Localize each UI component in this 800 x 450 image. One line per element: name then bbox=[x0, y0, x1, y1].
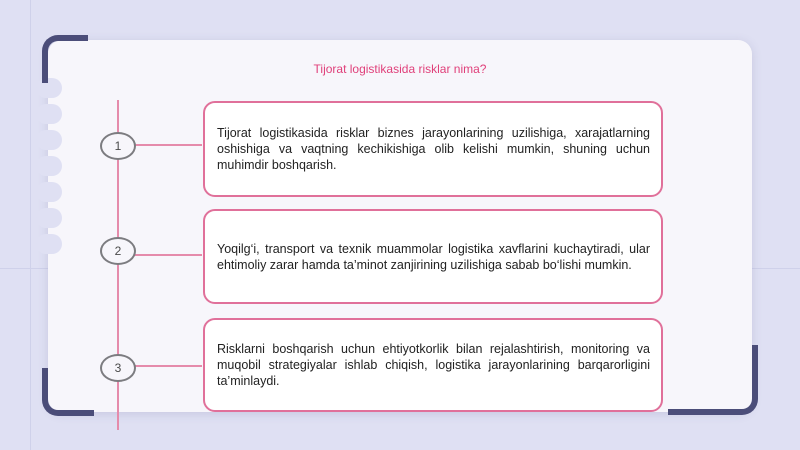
card-notch bbox=[36, 130, 62, 150]
step-number-3: 3 bbox=[100, 354, 136, 382]
info-box-text: Risklarni boshqarish uchun ehtiyotkorlik bilan rejalashtirish, monitoring va muqobil strategiyalar ishlab chiqish, logistika jarayonlarining barqarorligini ta’minlaydi. bbox=[217, 342, 650, 388]
card-notch bbox=[36, 182, 62, 202]
card-notch bbox=[36, 156, 62, 176]
info-box-3 bbox=[203, 318, 663, 412]
step-number-2: 2 bbox=[100, 237, 136, 265]
info-box-2 bbox=[203, 209, 663, 304]
timeline-connector bbox=[134, 254, 202, 256]
timeline-connector bbox=[134, 365, 202, 367]
corner-bracket-bottom-left bbox=[42, 368, 94, 416]
card-notch bbox=[36, 104, 62, 124]
corner-bracket-bottom-right bbox=[668, 345, 758, 415]
step-number-1: 1 bbox=[100, 132, 136, 160]
info-box-text: Yoqilg‘i, transport va texnik muammolar logistika xavflarini kuchaytiradi, ular ehtimoliy zarar hamda ta’minot zanjirining uzilishiga sabab bo‘lishi mumkin. bbox=[217, 241, 650, 272]
slide-title: Tijorat logistikasida risklar nima? bbox=[313, 62, 487, 76]
timeline-connector bbox=[134, 144, 202, 146]
card-notch bbox=[36, 208, 62, 228]
card-notch bbox=[36, 234, 62, 254]
info-box-text: Tijorat logistikasida risklar biznes jarayonlarining uzilishiga, xarajatlarning oshishiga va vaqtning kechikishiga olib kelishi mumkin, shuning uchun muhimdir boshqarish. bbox=[217, 126, 650, 172]
info-box-1 bbox=[203, 101, 663, 197]
